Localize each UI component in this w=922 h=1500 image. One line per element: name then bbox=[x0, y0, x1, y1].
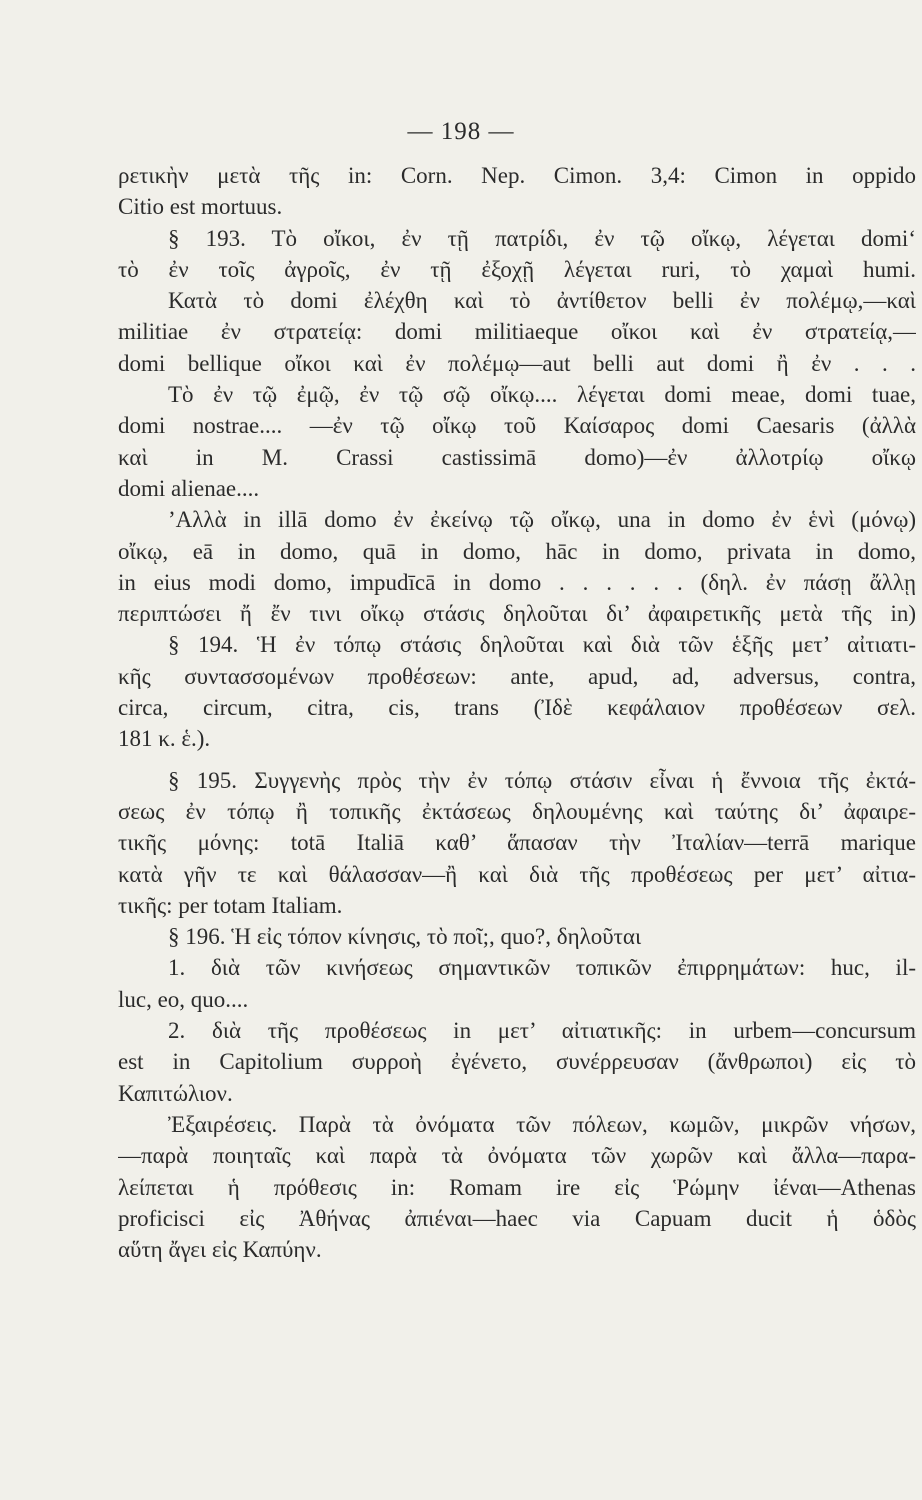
page-body-text bbox=[118, 160, 916, 1265]
text-line: τικῆς μόνης: totā Italiā καθ’ ἅπασαν τὴν Ἰταλίαν—terrā marique bbox=[118, 830, 916, 856]
text-line: Καπιτώλιον. bbox=[118, 1080, 233, 1106]
text-line: ρετικὴν μετὰ τῆς in: Corn. Nep. Cimon. 3,4: Cimon in oppido bbox=[118, 163, 916, 188]
text-line: § 194. Ἡ ἐν τόπῳ στάσις δηλοῦται καὶ διὰ τῶν ἑξῆς μετ’ αἰτιατι- bbox=[168, 632, 916, 658]
text-line: κῆς συντασσομένων προθέσεων: ante, apud, ad, adversus, contra, bbox=[118, 663, 916, 689]
page-number: — 198 — bbox=[407, 118, 515, 145]
text-line: 181 κ. ἑ.). bbox=[118, 726, 211, 752]
text-line: domi alienae.... bbox=[118, 475, 260, 501]
text-line: Ἐξαιρέσεις. Παρὰ τὰ ὀνόματα τῶν πόλεων, κωμῶν, μικρῶν νήσων, bbox=[168, 1111, 916, 1137]
text-line: περιπτώσει ἤ ἔν τινι οἴκῳ στάσις δηλοῦται δι’ ἀφαιρετικῆς μετὰ τῆς in) bbox=[118, 601, 916, 627]
text-line: Κατὰ τὸ domi ἐλέχθη καὶ τὸ ἀντίθετον belli ἐν πολέμῳ,—καὶ bbox=[168, 288, 916, 314]
text-line: § 196. Ἡ εἰς τόπον κίνησις, τὸ ποῖ;, quo?, δηλοῦται bbox=[168, 924, 642, 950]
text-line: σεως ἐν τόπῳ ἢ τοπικῆς ἐκτάσεως δηλουμένης καὶ ταύτης δι’ ἀφαιρε- bbox=[118, 798, 916, 824]
text-line: § 193. Τὸ οἴκοι, ἐν τῇ πατρίδι, ἐν τῷ οἴκῳ, λέγεται domi‘ bbox=[168, 225, 916, 251]
text-line: 1. διὰ τῶν κινήσεως σημαντικῶν τοπικῶν ἐπιρρημάτων: huc, il- bbox=[168, 955, 916, 981]
text-line: circa, circum, citra, cis, trans (Ἰδὲ κεφάλαιον προθέσεων σελ. bbox=[118, 695, 916, 721]
text-line: οἴκῳ, eā in domo, quā in domo, hāc in domo, privata in domo, bbox=[118, 538, 916, 564]
text-line: τικῆς: per totam Italiam. bbox=[118, 892, 343, 918]
text-line: ’Αλλὰ in illā domo ἐν ἐκείνῳ τῷ οἴκῳ, una in domo ἐν ἑνὶ (μόνῳ) bbox=[168, 507, 916, 533]
text-line: § 195. Συγγενὴς πρὸς τὴν ἐν τόπῳ στάσιν εἶναι ἡ ἔννοια τῆς ἐκτά- bbox=[168, 767, 916, 793]
text-line: domi bellique οἴκοι καὶ ἐν πολέμῳ—aut belli aut domi ἢ ἐν . . . bbox=[118, 350, 916, 376]
text-line: καὶ in M. Crassi castissimā domo)—ἐν ἀλλοτρίῳ οἴκῳ bbox=[118, 444, 916, 470]
text-line: luc, eo, quo.... bbox=[118, 986, 249, 1012]
text-line: est in Capitolium συρροὴ ἐγένετο, συνέρρευσαν (ἄνθρωποι) εἰς τὸ bbox=[118, 1049, 916, 1075]
text-line: αὕτη ἄγει εἰς Καπύην. bbox=[118, 1237, 322, 1263]
paragraph-gap bbox=[118, 755, 916, 765]
text-line: 2. διὰ τῆς προθέσεως in μετ’ αἰτιατικῆς: in urbem—concursum bbox=[168, 1018, 916, 1044]
text-line: τὸ ἐν τοῖς ἀγροῖς, ἐν τῇ ἐξοχῇ λέγεται ruri, τὸ χαμαὶ humi. bbox=[118, 256, 916, 282]
text-line: domi nostrae.... —ἐν τῷ οἴκῳ τοῦ Καίσαρος domi Caesaris (ἀλλὰ bbox=[118, 413, 916, 439]
text-line: in eius modi domo, impudīcā in domo . . . . . . (δηλ. ἐν πάσῃ ἄλλῃ bbox=[118, 569, 916, 595]
text-line: κατὰ γῆν τε καὶ θάλασσαν—ἢ καὶ διὰ τῆς προθέσεως per μετ’ αἰτια- bbox=[118, 861, 916, 887]
text-line: Τὸ ἐν τῷ ἐμῷ, ἐν τῷ σῷ οἴκῳ.... λέγεται domi meae, domi tuae, bbox=[168, 382, 916, 408]
text-line: —παρὰ ποιηταῖς καὶ παρὰ τὰ ὀνόματα τῶν χωρῶν καὶ ἄλλα—παρα- bbox=[118, 1143, 916, 1169]
text-line: militiae ἐν στρατείᾳ: domi militiaeque οἴκοι καὶ ἐν στρατείᾳ,— bbox=[118, 319, 916, 345]
text-line: proficisci εἰς Ἀθήνας ἀπιέναι—haec via Capuam ducit ἡ ὁδὸς bbox=[118, 1205, 916, 1231]
text-line: Citio est mortuus. bbox=[118, 194, 283, 220]
text-line: λείπεται ἡ πρόθεσις in: Romam ire εἰς Ῥώμην ἰέναι—Athenas bbox=[118, 1174, 916, 1200]
